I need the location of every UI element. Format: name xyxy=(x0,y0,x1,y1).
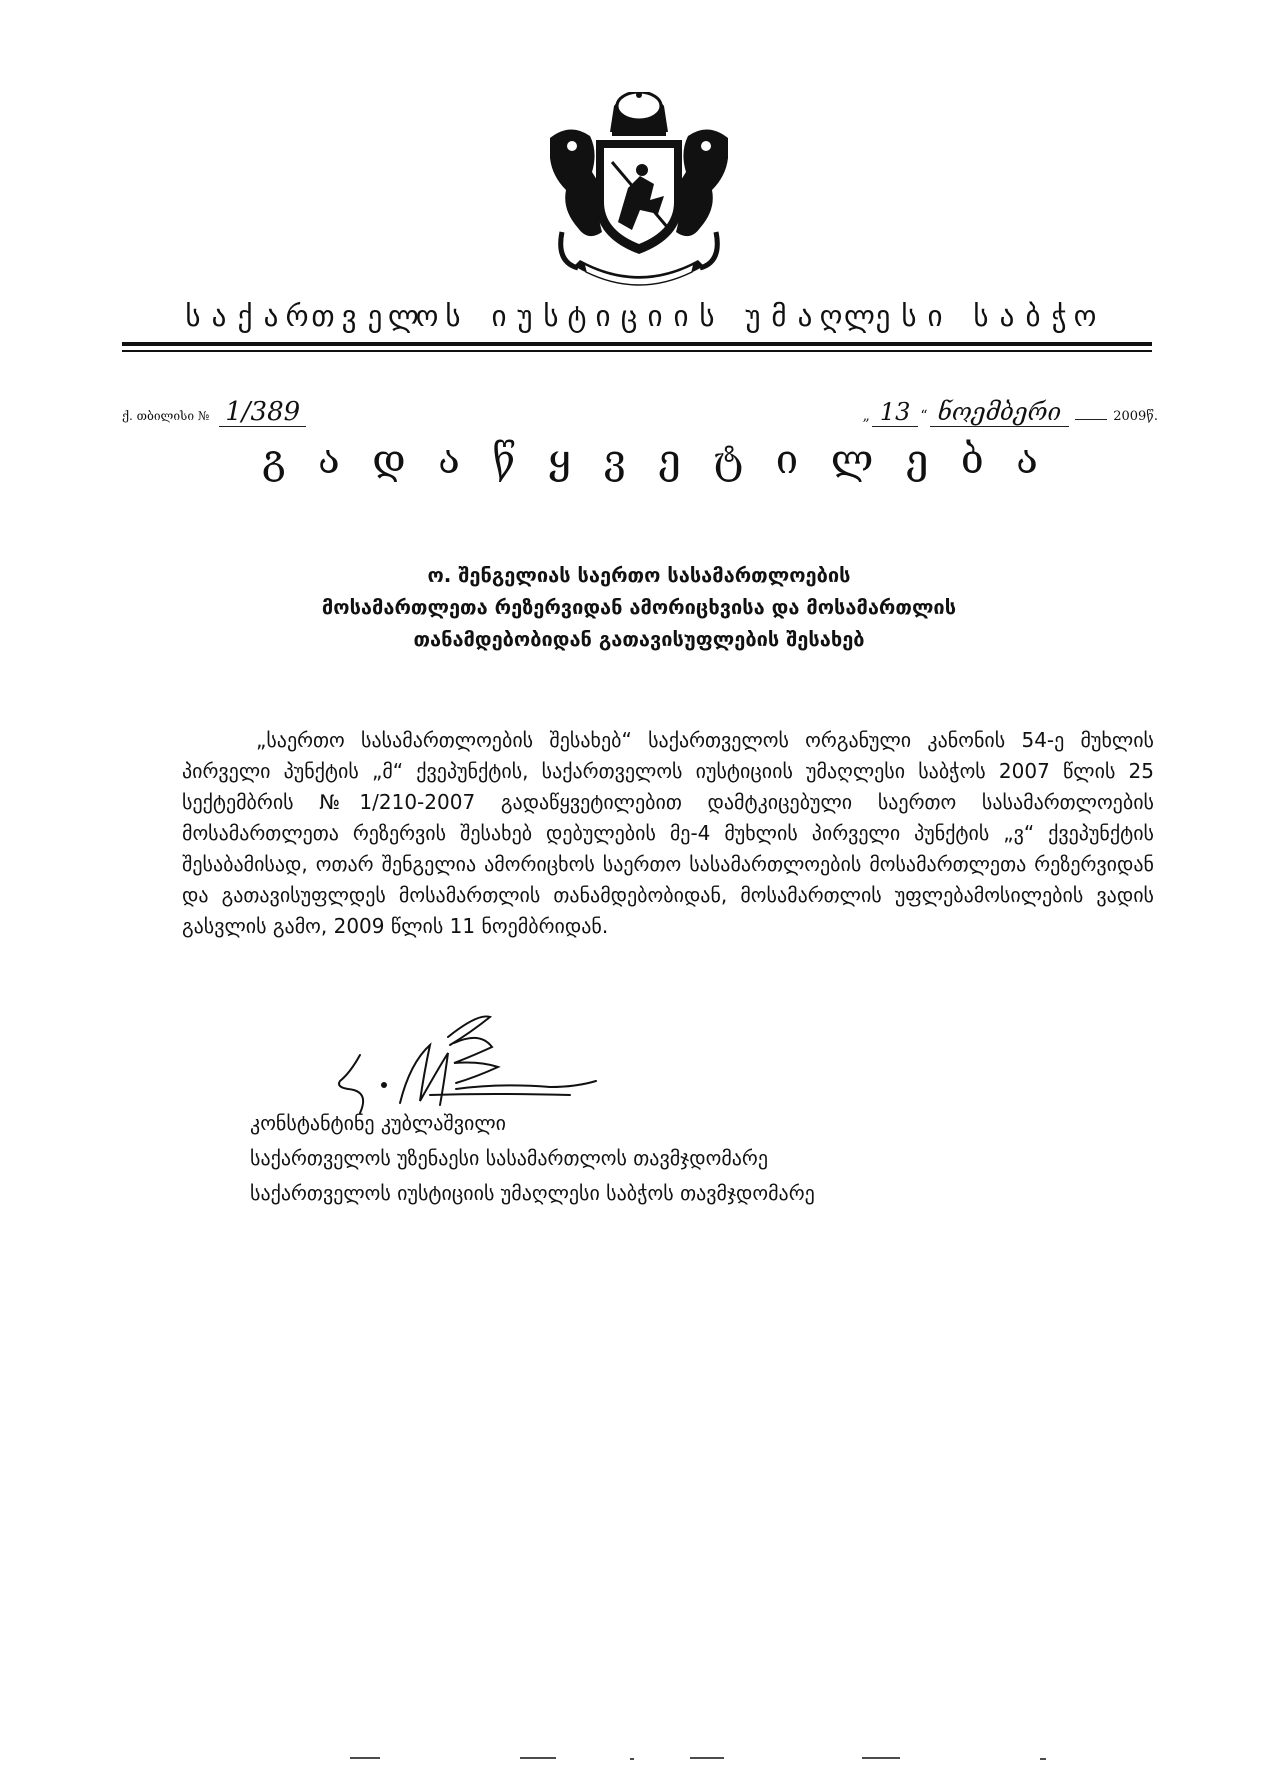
header-letter: ო xyxy=(1073,299,1097,333)
header-letter: ო xyxy=(415,299,439,333)
header-letter: ბ xyxy=(1025,299,1041,333)
header-rule-thick xyxy=(122,342,1152,346)
council-name-header xyxy=(180,294,1098,338)
header-letter: ს xyxy=(445,299,461,333)
header-letter: ა xyxy=(263,299,279,333)
header-letter: ჭ xyxy=(1051,299,1067,333)
header-letter: ლ xyxy=(844,299,875,333)
date-month: ნოემბერი xyxy=(930,398,1070,427)
document-type-letter: გ xyxy=(262,437,286,483)
document-type-letter: ა xyxy=(438,437,460,483)
decision-body: „საერთო სასამართლოების შესახებ“ საქართველოს ორგანული კანონის 54-ე მუხლის პირველი პუნქტის „მ“ ქვეპუნქტის, საქართველოს იუსტიციის უმაღლესი საბჭოს 2007 წლის 25 სექტემბრის №1/210-2007 გადაწყვეტილებით დამტკიცებული საერთო სასამართლოების მოსამართლეთა რეზერვის შესახებ დებულების მე-4 მუხლის პირველი პუნქტის „ვ“ ქვეპუნქტის შესაბამისად, ოთარ შენგელია ამორიცხოს საერთო სასამართლოების მოსამართლეთა რეზერვიდან და გათავისუფლდეს მოსამართლის თანამდებობიდან, მოსამართლის უფლებამოსილების ვადის გასვლის გამო, 2009 წლის 11 ნოემბრიდან. xyxy=(182,728,1154,938)
header-letter: ე xyxy=(367,299,383,333)
header-word xyxy=(180,299,466,333)
document-type-letter: დ xyxy=(372,437,406,483)
document-type-letter: ტ xyxy=(713,437,744,483)
document-type-letter: წ xyxy=(492,437,516,483)
document-type-letter: ა xyxy=(318,437,340,483)
document-type-letter: ვ xyxy=(603,437,626,483)
date-quote-open: „ xyxy=(862,408,870,424)
header-letter: ღ xyxy=(819,299,843,333)
header-letter: ც xyxy=(620,299,638,333)
header-letter: ს xyxy=(185,299,201,333)
header-word xyxy=(968,299,1098,333)
decision-subject xyxy=(200,559,1078,655)
date-year: 2009წ. xyxy=(1113,409,1158,424)
reference-number: 1/389 xyxy=(219,398,306,427)
reference-number-line xyxy=(122,398,306,427)
header-letter: ს xyxy=(543,299,559,333)
header-letter: ი xyxy=(673,299,689,333)
header-letter: ვ xyxy=(341,299,357,333)
date-quote-close: “ xyxy=(920,408,928,424)
header-letter: მ xyxy=(771,299,787,333)
header-letter: ტ xyxy=(567,299,587,333)
subject-line: ო. შენგელიას საერთო სასამართლოების xyxy=(427,563,851,587)
header-word xyxy=(740,299,948,333)
date-blank xyxy=(1075,419,1107,420)
signatory-position: საქართველოს იუსტიციის უმაღლესი საბჭოს თავმჯდომარე xyxy=(250,1181,815,1205)
document-type-heading xyxy=(262,430,1038,490)
header-letter: ი xyxy=(491,299,507,333)
header-letter: ს xyxy=(901,299,917,333)
header-letter: უ xyxy=(517,299,533,333)
header-rule-thin xyxy=(122,350,1152,352)
header-letter: უ xyxy=(745,299,761,333)
signatory-block xyxy=(250,1106,1050,1211)
document-type-letter: ა xyxy=(1016,437,1038,483)
document-type-letter: ბ xyxy=(960,437,984,483)
signatory-name: კონსტანტინე კუბლაშვილი xyxy=(250,1111,506,1135)
subject-line: თანამდებობიდან გათავისუფლების შესახებ xyxy=(413,627,865,651)
header-word xyxy=(486,299,720,333)
footer-scan-marks xyxy=(0,1750,1278,1764)
header-letter: ე xyxy=(875,299,891,333)
header-letter: ა xyxy=(211,299,227,333)
date-day: 13 xyxy=(872,398,919,427)
header-letter: ი xyxy=(647,299,663,333)
date-line xyxy=(861,398,1158,427)
header-letter: ა xyxy=(999,299,1015,333)
header-letter: ქ xyxy=(237,299,253,333)
subject-line: მოსამართლეთა რეზერვიდან ამორიცხვისა და მოსამართლის xyxy=(321,595,957,619)
header-letter: ს xyxy=(699,299,715,333)
reference-label: ქ. თბილისი № xyxy=(122,409,210,423)
signatory-position: საქართველოს უზენაესი სასამართლოს თავმჯდომარე xyxy=(250,1146,768,1170)
document-type-letter: ლ xyxy=(830,437,874,483)
header-letter: ი xyxy=(927,299,943,333)
header-letter: ლ xyxy=(388,299,419,333)
document-type-letter: ყ xyxy=(548,437,571,483)
document-type-letter: ე xyxy=(658,437,681,483)
document-type-letter: ე xyxy=(905,437,929,483)
header-letter: რ xyxy=(285,299,309,333)
header-letter: თ xyxy=(311,299,335,333)
header-letter: ა xyxy=(797,299,813,333)
header-letter: ი xyxy=(595,299,611,333)
header-letter: ს xyxy=(973,299,989,333)
georgia-coat-of-arms-icon xyxy=(532,92,746,294)
document-type-letter: ი xyxy=(775,437,799,483)
